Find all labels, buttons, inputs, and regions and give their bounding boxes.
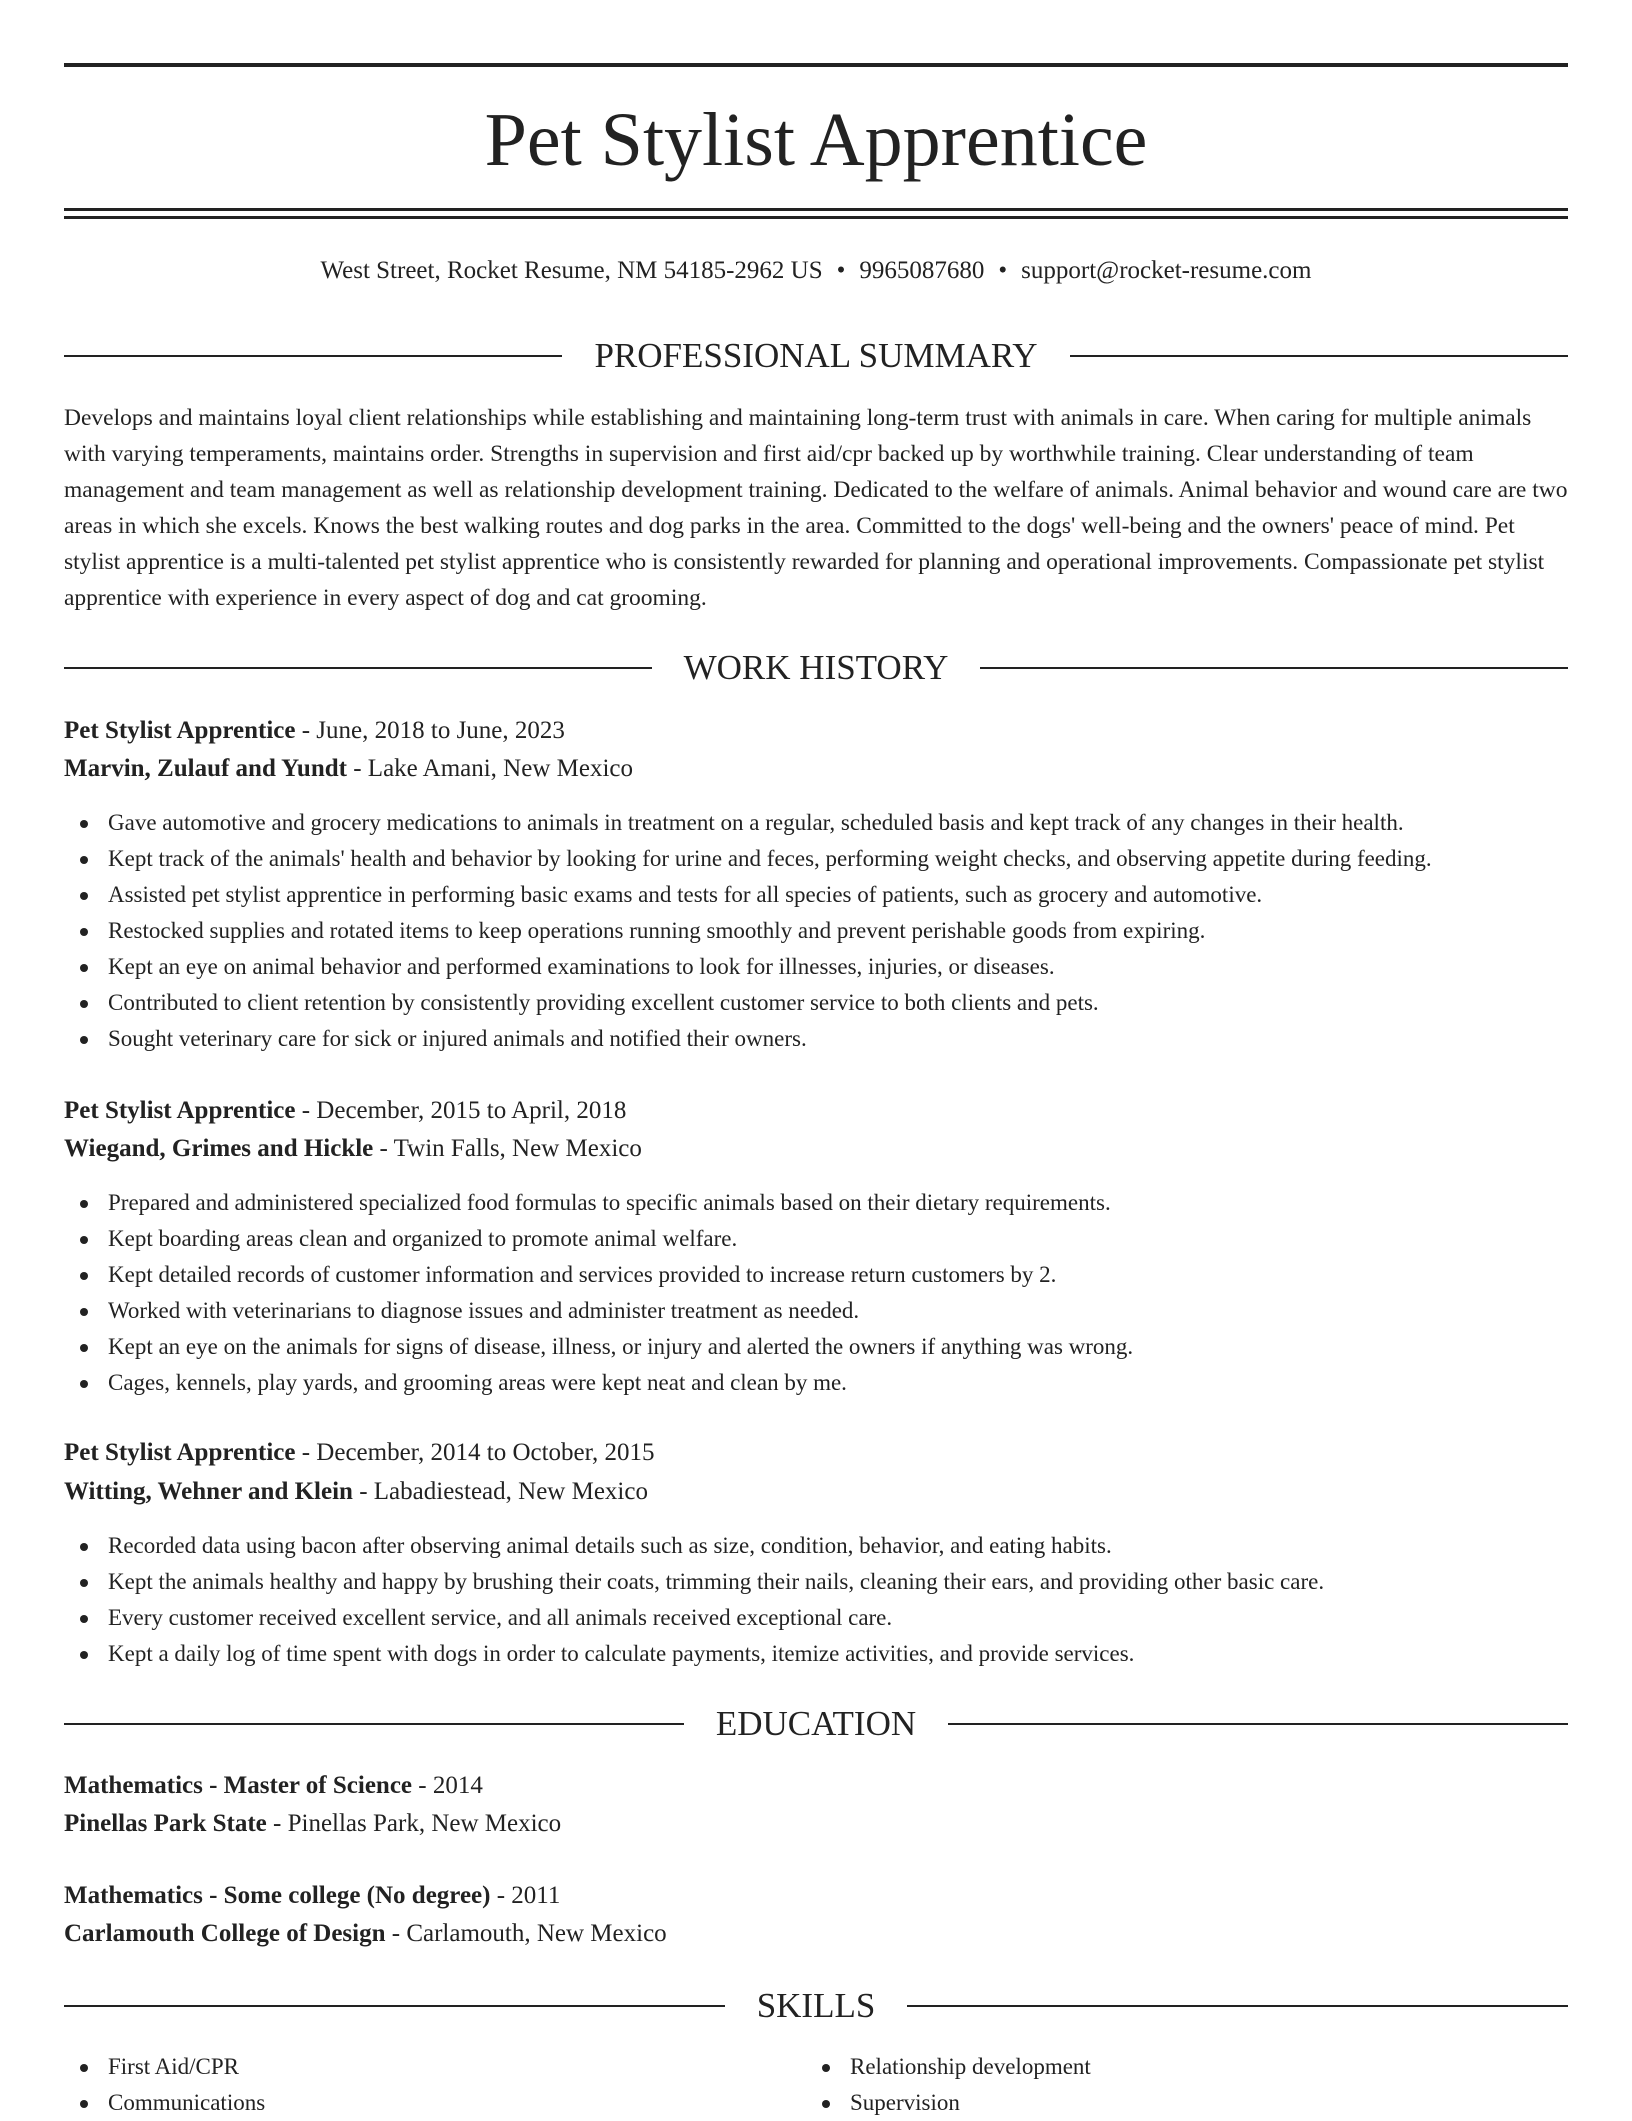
heading-rule (980, 667, 1568, 669)
job-company: Wiegand, Grimes and Hickle (64, 1135, 374, 1162)
education-year: - 2011 (490, 1882, 561, 1909)
job-title-line (64, 1435, 1568, 1471)
list-item: Assisted pet stylist apprentice in performing basic exams and tests for all species of patients, such as grocery and automotive. (64, 877, 1568, 913)
contact-email: support@rocket-resume.com (1021, 257, 1312, 284)
list-item: Contributed to client retention by consistently providing excellent customer service to both clients and pets. (64, 985, 1568, 1021)
heading-rule (64, 1723, 684, 1725)
job-company: Marvin, Zulauf and Yundt (64, 755, 347, 782)
list-item: Every customer received excellent service, and all animals received exceptional care. (64, 1600, 1568, 1636)
education-degree-line (64, 1878, 1568, 1914)
skill-item: Relationship development (806, 2049, 1632, 2085)
summary-paragraph: Develops and maintains loyal client relationships while establishing and maintaining long-term trust with animals in care. When caring for multiple animals with varying temperaments, maintains order. Strengths in supervision and first aid/cpr backed up by worthwhile training. Clear understanding of team management and team management as well as relationship development training. Dedicated to the welfare of animals. Animal behavior and wound care are two areas in which she excels. Knows the best walking routes and dog parks in the area. Committed to the dogs' well-being and the owners' peace of mind. Pet stylist apprentice is a multi-talented pet stylist apprentice who is consistently rewarded for planning and operational improvements. Compassionate pet stylist apprentice with experience in every aspect of dog and cat grooming. (64, 405, 1568, 611)
heading-rule (1070, 355, 1568, 357)
heading-label: EDUCATION (715, 1704, 917, 1743)
top-rule (64, 63, 1568, 67)
job-location: - Lake Amani, New Mexico (346, 755, 634, 782)
list-item: Sought veterinary care for sick or injured animals and notified their owners. (64, 1021, 1568, 1057)
job-dates: - December, 2015 to April, 2018 (295, 1097, 627, 1124)
heading-rule (64, 2005, 725, 2007)
heading-rule (64, 355, 562, 357)
education-degree: Mathematics - Some college (No degree) (64, 1882, 491, 1909)
contact-separator: • (836, 257, 846, 284)
heading-rule (64, 667, 652, 669)
job-company-line (64, 1474, 1568, 1510)
heading-rule (948, 1723, 1568, 1725)
heading-label: WORK HISTORY (683, 648, 949, 687)
job-title: Pet Stylist Apprentice (64, 1097, 296, 1124)
section-heading-education (64, 1703, 1568, 1745)
job-company-line (64, 751, 1568, 787)
list-item: Restocked supplies and rotated items to keep operations running smoothly and prevent perishable goods from expiring. (64, 913, 1568, 949)
heading-rule (907, 2005, 1568, 2007)
list-item: Cages, kennels, play yards, and grooming areas were kept neat and clean by me. (64, 1365, 1568, 1401)
job-company-line (64, 1131, 1568, 1167)
skills-column-right (806, 2049, 1632, 2121)
title-rule-lower (64, 216, 1568, 219)
list-item: Kept detailed records of customer information and services provided to increase return customers by 2. (64, 1257, 1568, 1293)
contact-separator: • (998, 257, 1008, 284)
skill-item: First Aid/CPR (64, 2049, 1568, 2085)
list-item: Kept an eye on animal behavior and performed examinations to look for illnesses, injuries, or diseases. (64, 949, 1568, 985)
education-school-line (64, 1916, 1568, 1952)
list-item: Gave automotive and grocery medications to animals in treatment on a regular, scheduled basis and kept track of any changes in their health. (64, 805, 1568, 841)
contact-phone: 9965087680 (859, 257, 985, 284)
education-school: Pinellas Park State (64, 1810, 267, 1837)
education-location: - Pinellas Park, New Mexico (266, 1810, 562, 1837)
list-item: Prepared and administered specialized food formulas to specific animals based on their dietary requirements. (64, 1185, 1568, 1221)
job-dates: - December, 2014 to October, 2015 (295, 1439, 655, 1466)
skill-item: Communications (64, 2085, 1568, 2121)
education-year: - 2014 (412, 1772, 483, 1799)
list-item: Kept an eye on the animals for signs of disease, illness, or injury and alerted the owners if anything was wrong. (64, 1329, 1568, 1365)
skill-item: Supervision (806, 2085, 1632, 2121)
job-title-line (64, 1093, 1568, 1129)
resume-title: Pet Stylist Apprentice (484, 98, 1148, 182)
job-bullets (64, 1528, 1568, 1672)
job-bullets (64, 1185, 1568, 1401)
education-location: - Carlamouth, New Mexico (385, 1920, 667, 1947)
job-dates: - June, 2018 to June, 2023 (295, 717, 565, 744)
job-title-line (64, 713, 1568, 749)
list-item: Worked with veterinarians to diagnose issues and administer treatment as needed. (64, 1293, 1568, 1329)
list-item: Kept track of the animals' health and behavior by looking for urine and feces, performing weight checks, and observing appetite during feeding. (64, 841, 1568, 877)
contact-address: West Street, Rocket Resume, NM 54185-2962 US (320, 257, 823, 284)
education-degree-line (64, 1768, 1568, 1804)
list-item: Kept a daily log of time spent with dogs in order to calculate payments, itemize activities, and provide services. (64, 1636, 1568, 1672)
heading-label: SKILLS (756, 1986, 876, 2025)
heading-label: PROFESSIONAL SUMMARY (594, 336, 1038, 375)
job-bullets (64, 805, 1568, 1057)
job-location: - Twin Falls, New Mexico (373, 1135, 642, 1162)
list-item: Recorded data using bacon after observing animal details such as size, condition, behavior, and eating habits. (64, 1528, 1568, 1564)
job-title: Pet Stylist Apprentice (64, 1439, 296, 1466)
section-heading-skills (64, 1985, 1568, 2027)
section-heading-summary (64, 335, 1568, 377)
education-degree: Mathematics - Master of Science (64, 1772, 413, 1799)
list-item: Kept the animals healthy and happy by brushing their coats, trimming their nails, cleaning their ears, and providing other basic care. (64, 1564, 1568, 1600)
title-rule-upper (64, 208, 1568, 211)
list-item: Kept boarding areas clean and organized to promote animal welfare. (64, 1221, 1568, 1257)
job-location: - Labadiestead, New Mexico (352, 1478, 648, 1505)
education-school: Carlamouth College of Design (64, 1920, 386, 1947)
contact-line (0, 254, 1632, 288)
section-heading-work-history (64, 647, 1568, 689)
job-company: Witting, Wehner and Klein (64, 1478, 353, 1505)
job-title: Pet Stylist Apprentice (64, 717, 296, 744)
education-school-line (64, 1806, 1568, 1842)
